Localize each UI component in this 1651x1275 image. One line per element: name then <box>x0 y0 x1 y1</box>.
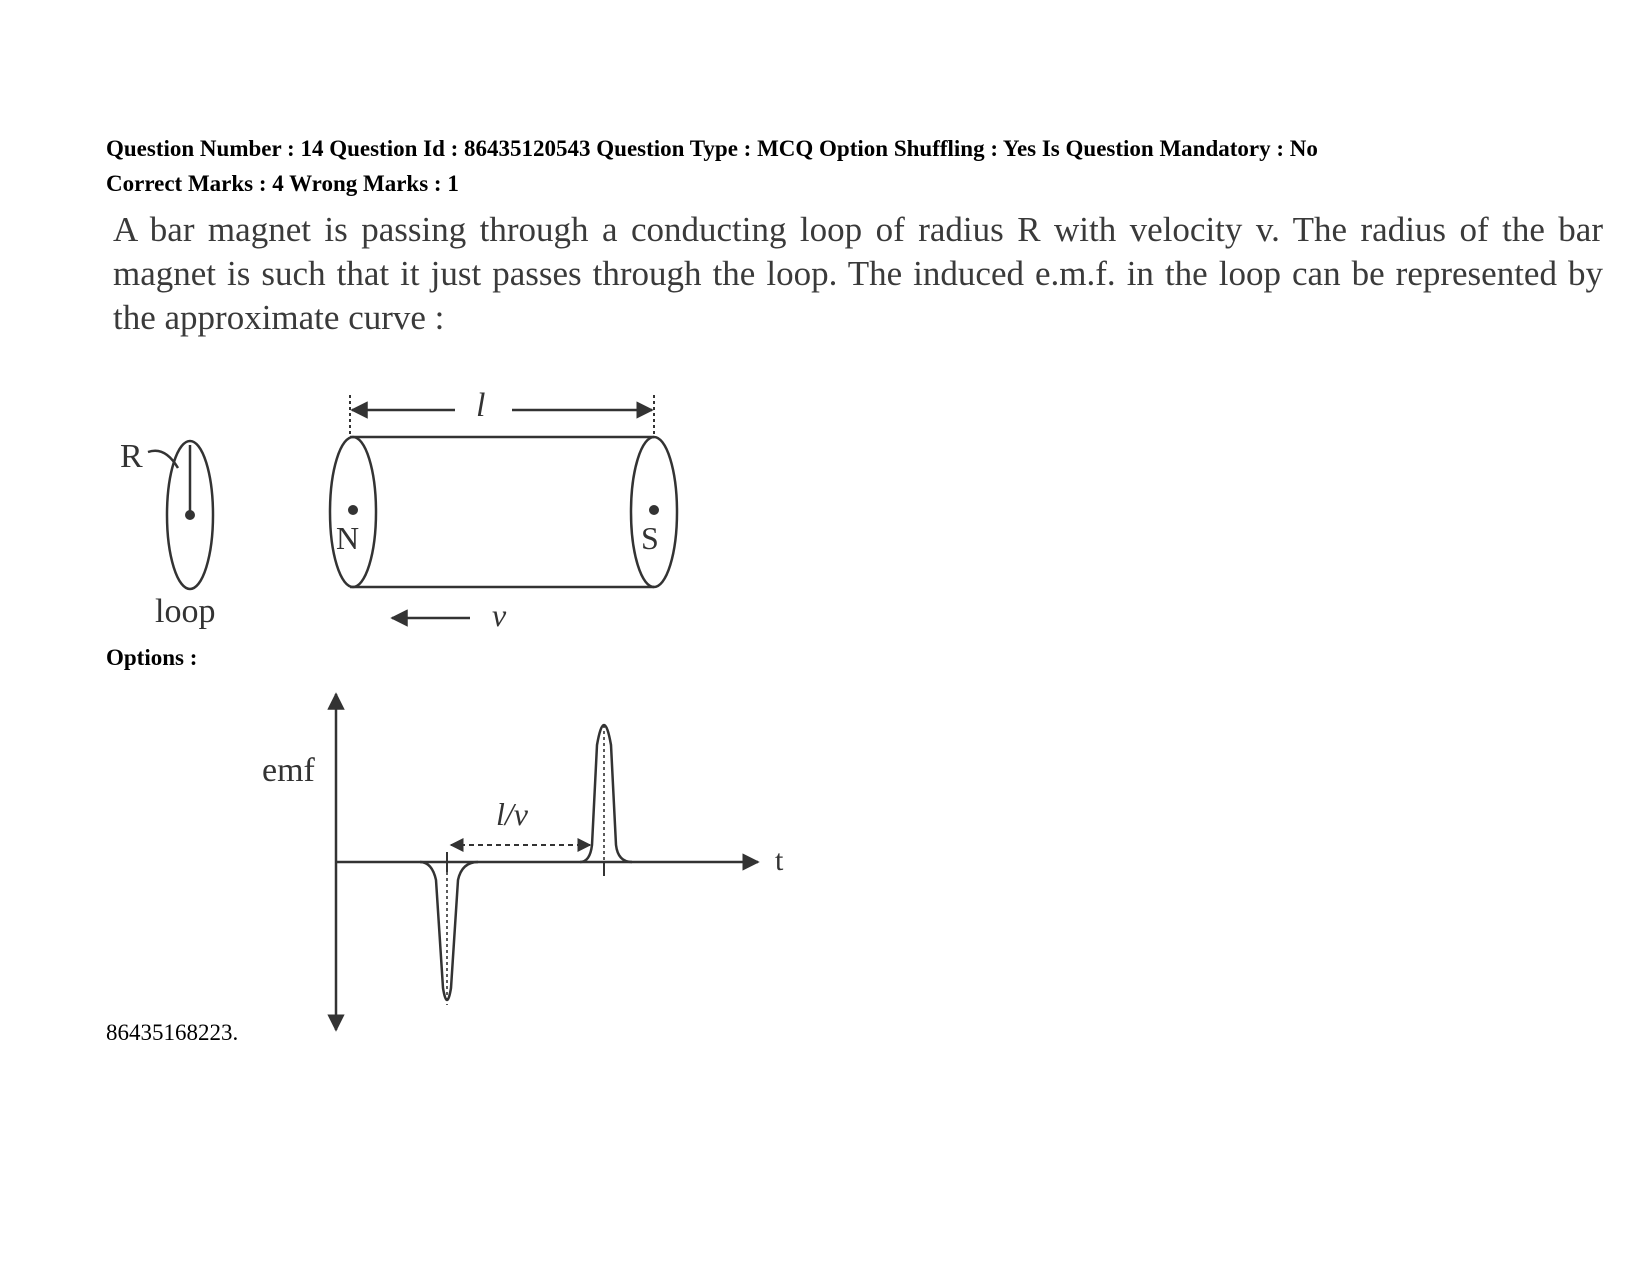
positive-emf-pulse <box>580 725 632 862</box>
length-label: l <box>476 387 486 424</box>
x-axis-label: t <box>775 844 784 877</box>
loop-label: loop <box>155 593 216 630</box>
options-label: Options : <box>106 645 198 670</box>
radius-label: R <box>120 438 143 475</box>
interval-label: l/v <box>496 796 528 832</box>
negative-emf-pulse <box>420 862 478 1000</box>
bar-magnet <box>330 387 677 633</box>
question-text: A bar magnet is passing through a conducting loop of radius R with velocity v. The radius of the bar magnet is such that it just passes through the loop. The induced e.m.f. in the loop can be represented by the approximate curve : <box>113 210 1603 337</box>
option-id: 86435168223. <box>106 1020 239 1045</box>
north-pole-label: N <box>336 520 360 556</box>
south-pole-label: S <box>641 520 659 556</box>
marks-meta-line: Correct Marks : 4 Wrong Marks : 1 <box>106 171 459 196</box>
emf-time-graph <box>262 694 784 1030</box>
velocity-label: v <box>492 597 507 633</box>
conducting-loop <box>120 438 215 630</box>
y-axis-label: emf <box>262 752 315 789</box>
question-meta-line: Question Number : 14 Question Id : 86435120543 Question Type : MCQ Option Shuffling : Yes Is Question Mandatory : No <box>106 136 1318 161</box>
